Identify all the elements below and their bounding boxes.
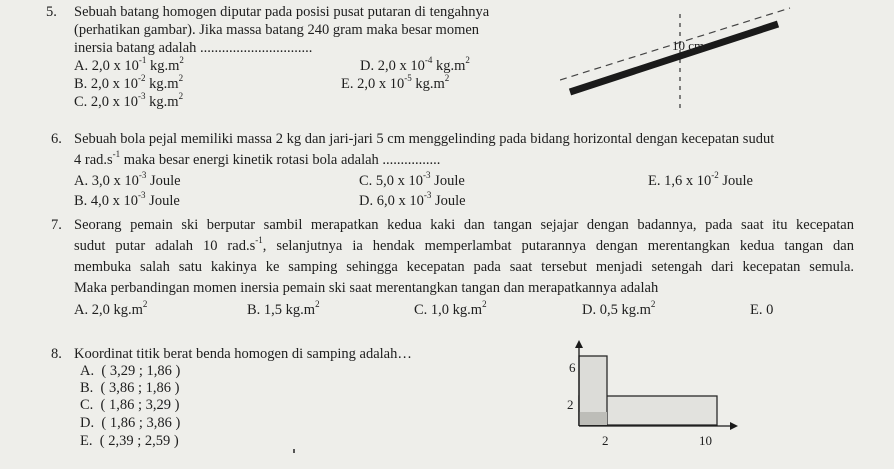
- q5-rod-figure: [560, 0, 800, 120]
- x-label-mid: 2: [602, 433, 609, 448]
- q5-stem-line1: Sebuah batang homogen diputar pada posisi pusat putaran di tengahnya: [74, 4, 490, 20]
- q5-number: 5.: [46, 4, 57, 20]
- q8-number: 8.: [51, 346, 62, 362]
- q8-option-c[interactable]: C. ( 1,86 ; 3,29 ): [80, 397, 180, 413]
- q5-option-b[interactable]: B. 2,0 x $10^{-2}$ $kg.m^2$: [74, 73, 184, 92]
- l-shaped-body: [579, 356, 717, 425]
- q7-stem-line4: Maka perbandingan momen inersia pemain ski saat merentangkan tangan dan merapatkannya adalah: [74, 280, 659, 296]
- q7-option-d[interactable]: D. 0,5 $kg.m^2$: [582, 299, 656, 318]
- x-label-end: 10: [699, 433, 712, 448]
- q8-l-shape-figure: [560, 340, 750, 469]
- q6-stem-line1: Sebuah bola pejal memiliki massa 2 kg dan jari-jari 5 cm menggelinding pada bidang horizontal dengan kecepatan sudut: [74, 131, 775, 147]
- y-label-mid: 2: [567, 397, 574, 412]
- stray-mark: [293, 449, 295, 453]
- q8-option-b[interactable]: B. ( 3,86 ; 1,86 ): [80, 380, 180, 396]
- q7-option-a[interactable]: A. 2,0 $kg.m^2$: [74, 299, 148, 318]
- q5-option-a[interactable]: A. 2,0 x $10^{-1}$ $kg.m^2$: [74, 55, 184, 74]
- rod-length-label: 10 cm: [672, 38, 705, 53]
- q7-option-c[interactable]: C. 1,0 $kg.m^2$: [414, 299, 487, 318]
- q6-option-a[interactable]: A. 3,0 x $10^{-3}$ Joule: [74, 170, 181, 189]
- q8-option-d[interactable]: D. ( 1,86 ; 3,86 ): [80, 415, 181, 431]
- q6-option-d[interactable]: D. 6,0 x $10^{-3}$ Joule: [359, 190, 466, 209]
- q7-stem-line3: membuka salah satu kakinya ke samping sehingga kecepatan pada saat tersebut menjadi setengah dari kecepatan semula.: [74, 259, 854, 275]
- q5-option-d[interactable]: D. 2,0 x $10^{-4}$ $kg.m^2$: [360, 55, 470, 74]
- y-label-top: 6: [569, 360, 576, 375]
- q6-stem-line2: 4 $rad.s^{-1}$ maka besar energi kinetik rotasi bola adalah ................: [74, 149, 441, 168]
- q5-stem-line3: inersia batang adalah ...............................: [74, 40, 313, 56]
- q6-number: 6.: [51, 131, 62, 147]
- q6-option-c[interactable]: C. 5,0 x $10^{-3}$ Joule: [359, 170, 465, 189]
- q8-option-e[interactable]: E. ( 2,39 ; 2,59 ): [80, 433, 179, 449]
- q5-option-e[interactable]: E. 2,0 x $10^{-5}$ $kg.m^2$: [341, 73, 450, 92]
- q5-option-c[interactable]: C. 2,0 x $10^{-3}$ $kg.m^2$: [74, 91, 184, 110]
- q6-option-e[interactable]: E. 1,6 x $10^{-2}$ Joule: [648, 170, 753, 189]
- rod: [570, 24, 778, 92]
- q7-number: 7.: [51, 217, 62, 233]
- q5-stem-line2: (perhatikan gambar). Jika massa batang 240 gram maka besar momen: [74, 22, 480, 38]
- q7-option-e[interactable]: E. 0: [750, 302, 774, 318]
- q6-option-b[interactable]: B. 4,0 x $10^{-3}$ Joule: [74, 190, 180, 209]
- q7-option-b[interactable]: B. 1,5 $kg.m^2$: [247, 299, 320, 318]
- q8-stem: Koordinat titik berat benda homogen di samping adalah…: [74, 346, 412, 362]
- q7-stem-line2: sudut putar adalah 10 $rad.s^{-1}$, selanjutnya ia hendak memperlambat putarannya dengan merentangkan kedua tangan dan: [74, 235, 854, 254]
- q8-option-a[interactable]: A. ( 3,29 ; 1,86 ): [80, 363, 181, 379]
- q7-stem-line1: Seorang pemain ski berputar sambil merapatkan kedua kaki dan tangan sejajar dengan badannya, pada saat itu kecepatan: [74, 217, 854, 233]
